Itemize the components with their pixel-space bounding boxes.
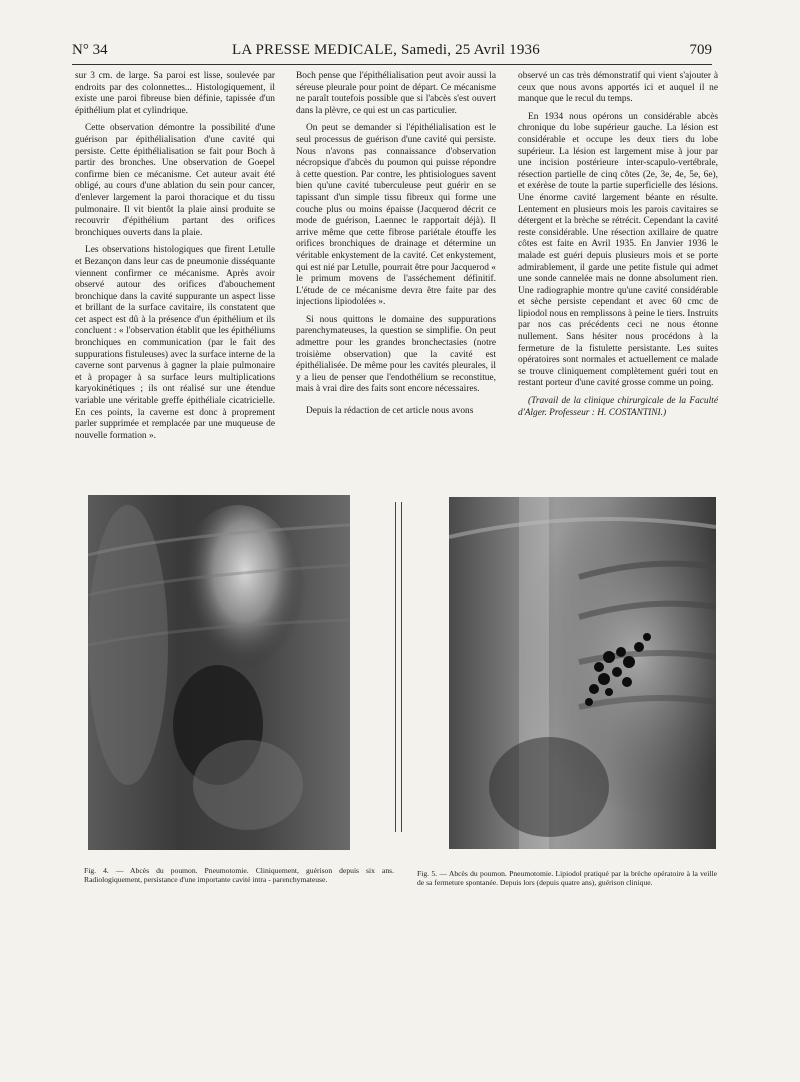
figure-5-radiograph [449, 497, 716, 849]
credit-line: (Travail de la clinique chirurgicale de la Faculté d'Alger. Professeur : H. COSTANTINI.) [518, 396, 718, 418]
paragraph: Boch pense que l'épithélialisation peut avoir aussi la séreuse pleurale pour point de départ. Ce mécanisme ne paraît toutefois possible que si l'abcès s'est ouvert dans la plèvre, ce qui est un cas particulier. [296, 71, 496, 116]
figure-4-caption: Fig. 4. — Abcès du poumon. Pneumotomie. Cliniquement, guérison depuis six ans. Radiologiquement, persistance d'une importante cavité intra - parenchymateuse. [84, 866, 394, 885]
paragraph: sur 3 cm. de large. Sa paroi est lisse, soulevée par endroits par des colonnettes... Histologiquement, il existe une paroi fibreuse bien définie, tapissée d'un épithélium plat et cylindrique. [75, 71, 275, 116]
paragraph: En 1934 nous opérons un considérable abcès chronique du lobe supérieur gauche. La lésion est considérable et occupe les deux tiers du lobe supérieur. La lésion est largement mise à jour par une incision postérieure inter-scapulo-vertébrale, résection partielle de cinq côtes (2e, 3e, 4e, 5e, 6e), et exérèse de toute la partie superficielle des lésions. Une énorme cavité largement béante en résulte. Lentement en plusieurs mois les parois cavitaires se détergent et la brèche se rétrécit. Cependant la cavité reste considérable. Une résection axillaire de quatre côtes est faite en Avril 1935. En Janvier 1936 le malade est guéri depuis plusieurs mois et se porte admirablement, il garde une petite fistule qui admet une sonde cannelée mais ne donne absolument rien. Une radiographie montre qu'une cavité considérable et sèche persiste cependant et avec 60 cmc de lipiodol nous en remplissons à peine le tiers. Instruits par nos cas précédents ceci ne nous étonne nullement. Sans hésiter nous procédons à la fermeture de la fistulette persistante. Les suites opératoires sont normales et actuellement ce malade se trouve cliniquement complètement guéri tout en restant porteur d'une cavité grosse comme un poing. [518, 111, 718, 389]
paragraph: Depuis la rédaction de cet article nous avons [306, 406, 474, 417]
text-column-2 [296, 71, 496, 424]
paragraph: observé un cas très démonstratif qui vient s'ajouter à ceux que nous avons apportés ici et auquel il ne manque que le recul du temps. [518, 71, 718, 105]
page-number: 709 [689, 42, 712, 58]
paragraph: Si nous quittons le domaine des suppurations parenchymateuses, la question se simplifie. On peut admettre pour les grandes bronchectasies (notre troisième observation) que la cavité est épithélialisée. De même pour les cavités pleurales, il y a lieu de penser que l'endothélium se reconstitue, mais à vrai dire des faits sont encore nécessaires. [296, 314, 496, 395]
paragraph: Cette observation démontre la possibilité d'une guérison par épithélialisation d'une cavité qui persiste. Cette épithélialisation se fait pour Boch à partir des bronches. Une observation de Goepel confirme bien ce mécanisme. Cet auteur avait été obligé, au cours d'une ablation du sein pour cancer, d'enlever largement la paroi thoracique et du tissu pulmonaire. Il vit bientôt la plaie ainsi produite se recouvrir d'épithélium partant des orifices bronchiques ouverts dans la plaie. [75, 123, 275, 238]
paragraph: Les observations histologiques que firent Letulle et Bezançon dans leur cas de pneumonie disséquante viennent confirmer ce mécanisme. Après avoir observé autour des orifices d'abouchement bronchique dans la cavité suppurante un aspect lisse et brillant de la surface cavitaire, ils constatent que cet aspect est dû à la présence d'un épithélium et ils concluent : « l'observation établit que les épithéliums bronchiques en communication (par le fait des suppurations fistuleuses) avec la surface interne de la caverne sont parvenus à gagner la plaie pulmonaire et à propager à sa surface leurs multiplications karyokinétiques ; ils ont réalisé sur une étendue variable une véritable greffe épithéliale cicatricielle. En ces points, la caverne est donc à proprement parler supprimée et remplacée par une muqueuse de nouvelle formation ». [75, 245, 275, 441]
divider-line [401, 502, 402, 832]
paragraph: On peut se demander si l'épithélialisation est le seul processus de guérison d'une cavité qui persiste. Nous n'avons pas connaissance d'observation nécropsique d'abcès du poumon qui puisse répondre à cette question. Par contre, les phtisiologues savent bien qu'une cavité tuberculeuse peut guérir en se tapissant d'un simple tissu fibreux qui forme une couche plus ou moins épaisse (Jacquerod décrit ce mode de guérison, Laennec le rapportait déjà). Il arrive même que cette fibrose pariétale étouffe les orifices bronchiques de drainage et détermine un véritable enkystement de la cavité. Cet enkystement, qui est nié par Letulle, pourrait être pour Jacquerod « le primum movens de l'asséchement définitif. L'étude de ce mécanisme devra être faite par des injections lipiodolées ». [296, 123, 496, 308]
figure-4-radiograph [88, 495, 350, 850]
xray-image [88, 495, 350, 850]
figure-5-caption: Fig. 5. — Abcès du poumon. Pneumotomie. Lipiodol pratiqué par la brèche opératoire à la veille de sa fermeture spontanée. Depuis lors (depuis quatre ans), guérison clinique. [417, 869, 717, 888]
header-rule [72, 64, 712, 65]
text-column-1 [75, 71, 275, 448]
page-header [72, 42, 712, 66]
divider-line [395, 502, 396, 832]
xray-image [449, 497, 716, 849]
issue-number: N° 34 [72, 42, 108, 58]
text-column-3 [518, 71, 718, 425]
journal-title: LA PRESSE MEDICALE, Samedi, 25 Avril 1936 [232, 42, 540, 58]
